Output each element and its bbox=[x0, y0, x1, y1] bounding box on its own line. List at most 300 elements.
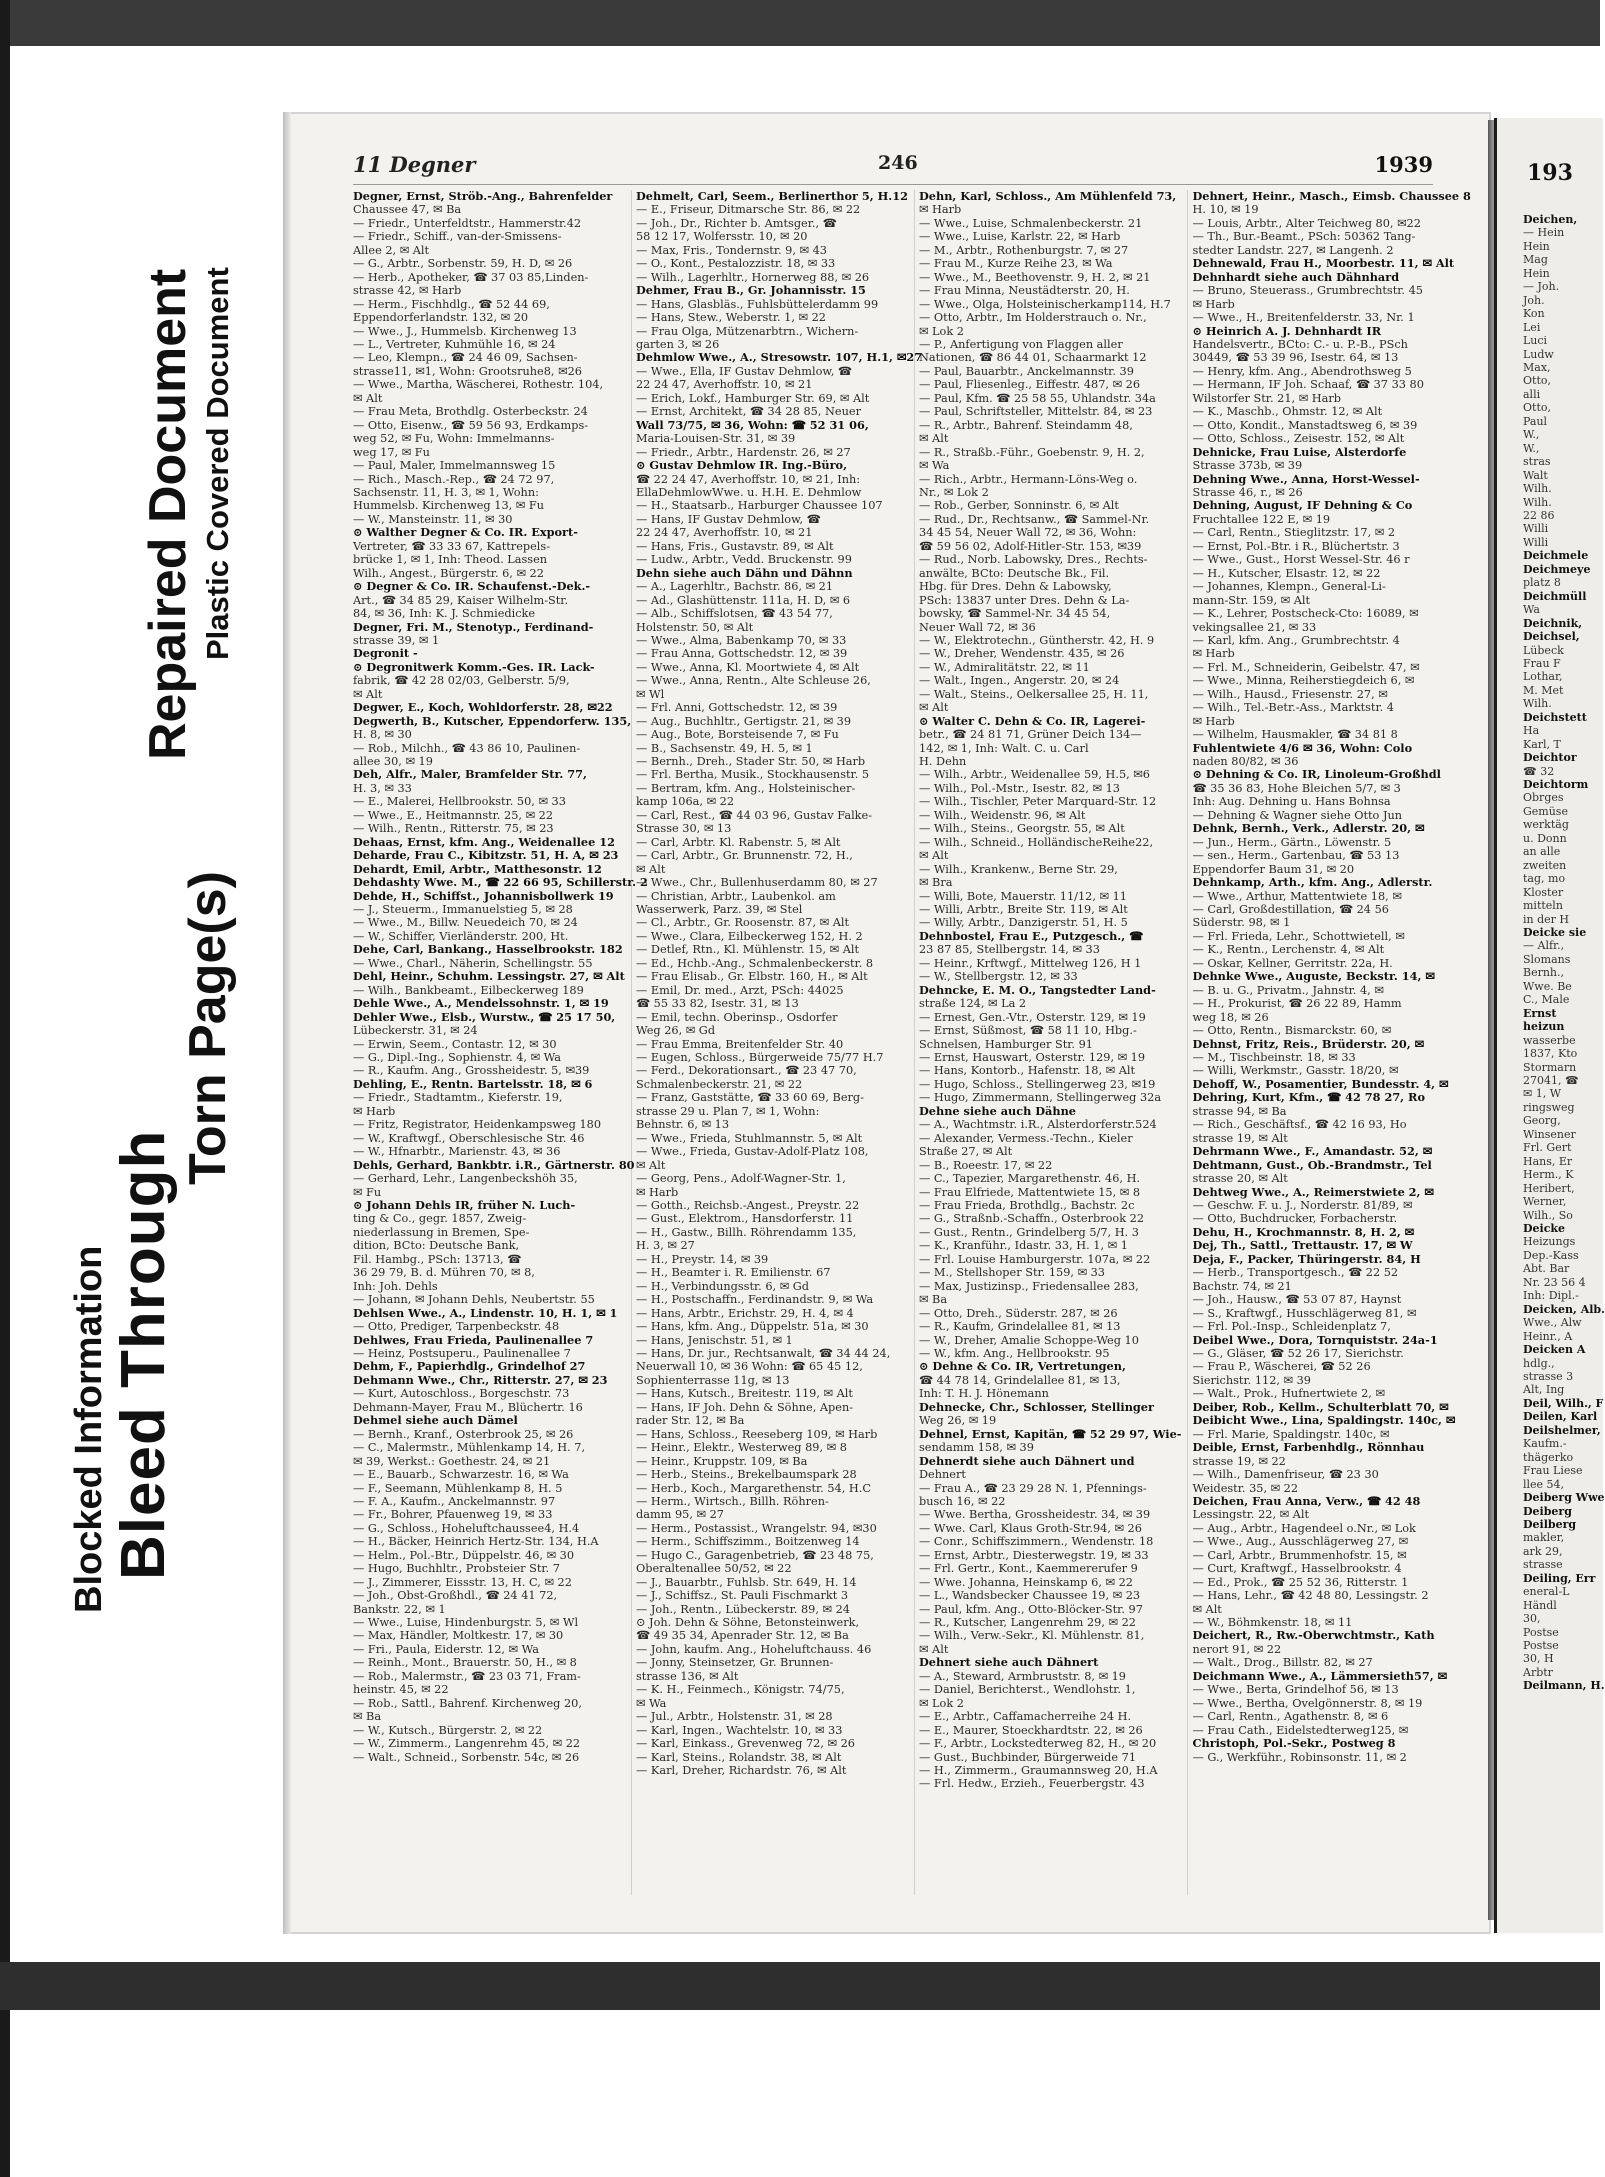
next-page-line: Deichmele bbox=[1523, 549, 1589, 563]
directory-entry-line: Degwer, E., Koch, Wohldorferstr. 28, ✉22 bbox=[353, 700, 613, 715]
directory-entry-line: Eppendorfer Baum 31, ✉ 20 bbox=[1192, 862, 1355, 876]
directory-entry-line: — J., Bauarbtr., Fuhlsb. Str. 649, H. 14 bbox=[636, 1575, 857, 1589]
directory-entry-line: — Frau Elisab., Gr. Elbstr. 160, H., ✉ Alt bbox=[636, 970, 868, 984]
directory-entry-line: Sierichstr. 112, ✉ 39 bbox=[1192, 1373, 1311, 1387]
directory-entry-line: Weg 26, ✉ 19 bbox=[919, 1414, 997, 1428]
directory-entry-line: Dehls, Gerhard, Bankbtr. i.R., Gärtnerstr. 80 bbox=[353, 1157, 635, 1172]
directory-entry-line: sendamm 158, ✉ 39 bbox=[919, 1441, 1034, 1455]
next-page-line: Deilmann, H. bbox=[1523, 1679, 1605, 1693]
directory-entry-line: — Dehning & Wagner siehe Otto Jun bbox=[1192, 808, 1403, 822]
directory-entry-line: — E., Bauarb., Schwarzestr. 16, ✉ Wa bbox=[353, 1468, 569, 1482]
directory-entry-line: — Frau Emma, Breitenfelder Str. 40 bbox=[636, 1037, 844, 1051]
directory-entry-line: Neuer Wall 72, ✉ 36 bbox=[919, 620, 1036, 634]
directory-entry-line: — Wwe., Luise, Schmalenbeckerstr. 21 bbox=[919, 216, 1143, 230]
directory-entry-line: Dehmer, Frau B., Gr. Johannisstr. 15 bbox=[636, 283, 866, 298]
directory-entry-line: Art., ☎ 34 85 29, Kaiser Wilhelm-Str. bbox=[353, 593, 569, 607]
directory-entry-line: — Wwe., Olga, Holsteinischerkamp114, H.7 bbox=[919, 297, 1171, 311]
next-page-line: Dep.-Kass bbox=[1523, 1248, 1579, 1262]
directory-entry-line: Dehnkamp, Arth., kfm. Ang., Adlerstr. bbox=[1192, 875, 1433, 890]
next-page-line: platz 8 bbox=[1523, 576, 1561, 590]
next-page-line: Mag bbox=[1523, 253, 1548, 267]
directory-entry-line: Sachsenstr. 11, H. 3, ✉ 1, Wohn: bbox=[353, 485, 539, 499]
directory-entry-line: — Herm., Fischhdlg., ☎ 52 44 69, bbox=[353, 297, 550, 311]
next-page-line: Georg, bbox=[1523, 1114, 1561, 1128]
directory-entry-line: — Rob., Sattl., Bahrenf. Kirchenweg 20, bbox=[353, 1696, 582, 1710]
directory-entry-line: Dehnerdt siehe auch Dähnert und bbox=[919, 1453, 1135, 1468]
directory-entry-line: Strasse 30, ✉ 13 bbox=[636, 822, 732, 836]
directory-entry-line: Strasse 373b, ✉ 39 bbox=[1192, 459, 1303, 473]
directory-entry-line: Dehling, E., Rentn. Bartelsstr. 18, ✉ 6 bbox=[353, 1076, 593, 1091]
directory-entry-line: — Rich., Masch.-Rep., ☎ 24 72 97, bbox=[353, 472, 555, 486]
directory-entry-line: — Paul, Bauarbtr., Anckelmannstr. 39 bbox=[919, 364, 1134, 378]
directory-entry-line: Dehe, Carl, Bankang., Hasselbrookstr. 182 bbox=[353, 942, 623, 957]
directory-columns bbox=[353, 189, 1471, 1895]
directory-entry-line: — H., Staatsarb., Harburger Chaussee 107 bbox=[636, 499, 883, 513]
directory-entry-line: ✉ Alt bbox=[919, 701, 949, 715]
directory-entry-line: Dej, Th., Sattl., Trettaustr. 17, ✉ W bbox=[1192, 1238, 1413, 1253]
directory-entry-line: ✉ Alt bbox=[919, 849, 949, 863]
directory-entry-line: — Joh., Rentn., Lübeckerstr. 89, ✉ 24 bbox=[636, 1602, 850, 1616]
next-page-line: Händl bbox=[1523, 1598, 1557, 1612]
directory-entry-line: — B. u. G., Privatm., Jahnstr. 4, ✉ bbox=[1192, 983, 1384, 997]
directory-entry-line: — Carl, Großdestillation, ☎ 24 56 bbox=[1192, 903, 1389, 917]
directory-entry-line: — Wwe., E., Heitmannstr. 25, ✉ 22 bbox=[353, 808, 554, 822]
next-page-line: Alt, Ing bbox=[1523, 1383, 1565, 1397]
directory-entry-line: — Bernh., Dreh., Stader Str. 50, ✉ Harb bbox=[636, 755, 866, 769]
directory-entry-line: ✉ Alt bbox=[636, 1158, 666, 1172]
column-4 bbox=[1192, 190, 1470, 1895]
next-page-line: Nr. 23 56 4 bbox=[1523, 1275, 1586, 1289]
next-page-line: Wa bbox=[1523, 603, 1540, 617]
directory-entry-line: — Wwe., Alma, Babenkamp 70, ✉ 33 bbox=[636, 633, 847, 647]
next-page-line: Frl. Gert bbox=[1523, 1141, 1572, 1155]
directory-entry-line: — Johannes, Klempn., General-Li- bbox=[1192, 580, 1386, 594]
next-page-line: Kaufm.- bbox=[1523, 1437, 1567, 1451]
directory-entry-line: ✉ Fu bbox=[353, 1185, 382, 1199]
directory-entry-line: mann-Str. 159, ✉ Alt bbox=[1192, 593, 1311, 607]
directory-entry-line: — Walt., Steins., Oelkersallee 25, H. 11, bbox=[919, 687, 1149, 701]
directory-entry-line: — Hermann, IF Joh. Schaaf, ☎ 37 33 80 bbox=[1192, 378, 1424, 392]
directory-entry-line: — Fritz, Registrator, Heidenkampsweg 180 bbox=[353, 1118, 602, 1132]
directory-entry-line: — E., Malerei, Hellbrookstr. 50, ✉ 33 bbox=[353, 795, 566, 809]
directory-entry-line: 34 45 54, Neuer Wall 72, ✉ 36, Wohn: bbox=[919, 526, 1137, 540]
directory-entry-line: — R., Kaufm. Ang., Grossheidestr. 5, ✉39 bbox=[353, 1064, 590, 1078]
directory-entry-line: — Wwe., Gust., Horst Wessel-Str. 46 r bbox=[1192, 553, 1410, 567]
directory-entry-line: — Cl., Arbtr., Gr. Roosenstr. 87, ✉ Alt bbox=[636, 916, 850, 930]
directory-entry-line: — Frl. Frieda, Lehr., Schottwietell, ✉ bbox=[1192, 929, 1405, 943]
directory-entry-line: Handelsvertr., BCto: C.- u. P.-B., PSch bbox=[1192, 337, 1408, 351]
next-page-line: an alle bbox=[1523, 845, 1561, 859]
next-page-line: W., bbox=[1523, 441, 1540, 455]
directory-entry-line: — Wwe., Aug., Ausschlägerweg 27, ✉ bbox=[1192, 1535, 1409, 1549]
next-page-line: 22 86 bbox=[1523, 508, 1555, 522]
directory-entry-line: — Kurt, Autoschloss., Borgeschstr. 73 bbox=[353, 1387, 570, 1401]
directory-entry-line: — Hans, Stew., Weberstr. 1, ✉ 22 bbox=[636, 311, 826, 325]
directory-entry-line: — Rud., Dr., Rechtsanw., ☎ Sammel-Nr. bbox=[919, 512, 1150, 526]
directory-entry-line: — H., Verbindungsstr. 6, ✉ Gd bbox=[636, 1279, 810, 1293]
directory-entry-line: — Hans, IF Joh. Dehn & Söhne, Apen- bbox=[636, 1400, 854, 1414]
directory-entry-line: — Herm., Wirtsch., Billh. Röhren- bbox=[636, 1494, 829, 1508]
directory-entry-line: — Herm., Schiffszimm., Boitzenweg 14 bbox=[636, 1535, 860, 1549]
directory-entry-line: Dehdashty Wwe. M., ☎ 22 66 95, Schillerstr. 2 bbox=[353, 875, 648, 890]
directory-entry-line: ⊙ Johann Dehls IR, früher N. Luch- bbox=[353, 1197, 576, 1212]
directory-entry-line: — Rich., Arbtr., Hermann-Löns-Weg o. bbox=[919, 472, 1138, 486]
directory-entry-line: — Otto, Buchdrucker, Forbacherstr. bbox=[1192, 1212, 1398, 1226]
next-page-line: — Hein bbox=[1523, 226, 1565, 240]
directory-entry-line: Dehnk, Bernh., Verk., Adlerstr. 20, ✉ bbox=[1192, 821, 1425, 836]
next-page-line: Abt. Bar bbox=[1523, 1262, 1570, 1276]
header-year: 1939 bbox=[1374, 152, 1433, 177]
directory-entry-line: — Hans, kfm. Ang., Düppelstr. 51a, ✉ 30 bbox=[636, 1320, 869, 1334]
directory-entry-line: — H., Beamter i. R. Emilienstr. 67 bbox=[636, 1266, 831, 1280]
next-page-line: ringsweg bbox=[1523, 1100, 1575, 1114]
directory-entry-line: ⊙ Dehne & Co. IR, Vertretungen, bbox=[919, 1359, 1126, 1374]
directory-entry-line: — Curt, Kraftwgf., Hasselbrookstr. 4 bbox=[1192, 1562, 1402, 1576]
directory-entry-line: Vertreter, ☎ 33 33 67, Kattrepels- bbox=[353, 539, 551, 553]
directory-entry-line: — R., Kutscher, Langenrehm 29, ✉ 22 bbox=[919, 1616, 1136, 1630]
directory-entry-line: Nationen, ☎ 86 44 01, Schaarmarkt 12 bbox=[919, 351, 1147, 365]
directory-entry-line: — Wilh., Tischler, Peter Marquard-Str. 12 bbox=[919, 795, 1157, 809]
directory-entry-line: Hbg. für Dres. Dehn & Labowsky, bbox=[919, 580, 1112, 594]
next-page-line: C., Male bbox=[1523, 993, 1570, 1007]
directory-entry-line: — Karl, Steins., Rolandstr. 38, ✉ Alt bbox=[636, 1750, 842, 1764]
directory-entry-line: ✉ Lok 2 bbox=[919, 324, 964, 338]
directory-entry-line: ✉ Lok 2 bbox=[919, 1696, 964, 1710]
directory-entry-line: ☎ 35 36 83, Hohe Bleichen 5/7, ✉ 3 bbox=[1192, 781, 1401, 795]
directory-entry-line: — Jun., Herm., Gärtn., Löwenstr. 5 bbox=[1192, 835, 1392, 849]
directory-entry-line: strasse 39, ✉ 1 bbox=[353, 633, 440, 647]
directory-entry-line: Strasse 46, r., ✉ 26 bbox=[1192, 485, 1303, 499]
directory-entry-line: stedter Landstr. 227, ✉ Langenh. 2 bbox=[1192, 243, 1394, 257]
next-page-line: Heribert, bbox=[1523, 1181, 1575, 1195]
directory-entry-line: — Wwe., Arthur, Mattentwiete 18, ✉ bbox=[1192, 889, 1402, 903]
directory-entry-line: Dehnert siehe auch Dähnert bbox=[919, 1655, 1099, 1670]
directory-entry-line: strasse11, ✉1, Wohn: Grootsruhe8, ✉26 bbox=[353, 364, 582, 378]
directory-entry-line: Dehnbostel, Frau E., Putzgesch., ☎ bbox=[919, 928, 1144, 943]
directory-entry-line: ✉ Harb bbox=[1192, 297, 1235, 311]
directory-entry-line: — Carl, Arbtr., Brummenhofstr. 15, ✉ bbox=[1192, 1548, 1407, 1562]
directory-entry-line: — R., Straßb.-Führ., Goebenstr. 9, H. 2, bbox=[919, 445, 1145, 459]
directory-entry-line: — Heinr., Elektr., Westerweg 89, ✉ 8 bbox=[636, 1441, 847, 1455]
directory-entry-line: — G., Arbtr., Sorbenstr. 59, H. D, ✉ 26 bbox=[353, 257, 573, 271]
directory-entry-line: — Wilh., Bankbeamt., Eilbeckerweg 189 bbox=[353, 983, 584, 997]
directory-entry-line: 84, ✉ 36, Inh: K. J. Schmiedicke bbox=[353, 607, 536, 621]
directory-entry-line: vekingsallee 21, ✉ 33 bbox=[1192, 620, 1317, 634]
directory-entry-line: Degronit - bbox=[353, 646, 418, 661]
directory-entry-line: — Hans, Dr. jur., Rechtsanwalt, ☎ 34 44 24, bbox=[636, 1346, 891, 1360]
directory-entry-line: — Walt., Ingen., Angerstr. 20, ✉ 24 bbox=[919, 674, 1120, 688]
directory-entry-line: — Willi, Arbtr., Breite Str. 119, ✉ Alt bbox=[919, 903, 1128, 917]
next-page-line: Deilen, Karl bbox=[1523, 1410, 1598, 1424]
directory-entry-line: — B., Sachsenstr. 49, H. 5, ✉ 1 bbox=[636, 741, 813, 755]
directory-entry-line: — Frl. Pol.-Insp., Schleidenplatz 7, bbox=[1192, 1320, 1391, 1334]
directory-entry-line: Dehtweg Wwe., A., Reimerstwiete 2, ✉ bbox=[1192, 1184, 1434, 1199]
directory-entry-line: — Ad., Glashüttenstr. 111a, H. D, ✉ 6 bbox=[636, 593, 851, 607]
directory-entry-line: — Max, Händler, Moltkestr. 17, ✉ 30 bbox=[353, 1629, 564, 1643]
directory-entry-line: — Heinz, Postsuperu., Paulinenallee 7 bbox=[353, 1346, 571, 1360]
directory-entry-line: — R., Kaufm, Grindelallee 81, ✉ 13 bbox=[919, 1320, 1121, 1334]
next-page-line: Deicke sie bbox=[1523, 926, 1587, 940]
directory-entry-line: ⊙ Walther Degner & Co. IR. Export- bbox=[353, 525, 578, 540]
directory-entry-line: niederlassung in Bremen, Spe- bbox=[353, 1225, 530, 1239]
directory-entry-line: anwälte, BCto: Deutsche Bk., Fil. bbox=[919, 566, 1110, 580]
directory-entry-line: — Joh., Hausw., ☎ 53 07 87, Haynst bbox=[1192, 1293, 1402, 1307]
next-page-line: Wilh. bbox=[1523, 697, 1552, 711]
directory-entry-line: garten 3, ✉ 26 bbox=[636, 337, 720, 351]
next-page-line: Otto, bbox=[1523, 374, 1551, 388]
directory-entry-line: ⊙ Degner & Co. IR. Schaufenst.-Dek.- bbox=[353, 579, 591, 594]
directory-entry-line: — Emil, techn. Oberinsp., Osdorfer bbox=[636, 1010, 838, 1024]
next-page-line: Kon bbox=[1523, 307, 1545, 321]
next-page-line: 27041, ☎ bbox=[1523, 1074, 1579, 1087]
directory-entry-line: — Paul, Kfm. ☎ 25 58 55, Uhlandstr. 34a bbox=[919, 391, 1156, 405]
directory-entry-line: — Paul, kfm. Ang., Otto-Blöcker-Str. 97 bbox=[919, 1602, 1143, 1616]
directory-entry-line: — J., Schiffsz., St. Pauli Fischmarkt 3 bbox=[636, 1589, 849, 1603]
directory-entry-line: 22 24 47, Averhoffstr. 10, ✉ 21 bbox=[636, 526, 813, 540]
directory-entry-line: — Frl. Marie, Spaldingstr. 140c, ✉ bbox=[1192, 1427, 1390, 1441]
directory-entry-line: rader Str. 12, ✉ Ba bbox=[636, 1414, 745, 1428]
next-page-line: stras bbox=[1523, 455, 1551, 469]
directory-entry-line: Fruchtallee 122 E, ✉ 19 bbox=[1192, 512, 1331, 526]
directory-entry-line: — Ernst, Süßmost, ☎ 58 11 10, Hbg.- bbox=[919, 1024, 1137, 1038]
directory-entry-line: Allee 2, ✉ Alt bbox=[353, 243, 430, 257]
directory-entry-line: — Jonny, Steinsetzer, Gr. Brunnen- bbox=[636, 1656, 834, 1670]
directory-entry-line: 30449, ☎ 53 39 96, Isestr. 64, ✉ 13 bbox=[1192, 351, 1399, 365]
directory-entry-line: — Wwe., Luise, Karlstr. 22, ✉ Harb bbox=[919, 230, 1121, 244]
directory-entry-line: — Wwe., Anna, Rentn., Alte Schleuse 26, bbox=[636, 674, 871, 688]
directory-entry-line: — M., Stellshoper Str. 159, ✉ 33 bbox=[919, 1266, 1105, 1280]
next-page-line: Deiberg Wwe bbox=[1523, 1491, 1605, 1505]
directory-entry-line: — Otto, Schloss., Zeisestr. 152, ✉ Alt bbox=[1192, 432, 1405, 446]
directory-entry-line: — Wilh., Krankenw., Berne Str. 29, bbox=[919, 862, 1118, 876]
directory-entry-line: — Gotth., Reichsb.-Angest., Preystr. 22 bbox=[636, 1198, 860, 1212]
next-page-line: Luci bbox=[1523, 334, 1548, 348]
directory-entry-line: — Gust., Buchbinder, Bürgerweide 71 bbox=[919, 1750, 1137, 1764]
next-page-line: Joh. bbox=[1523, 293, 1545, 307]
header-catchword: 11 Degner bbox=[353, 152, 476, 177]
column-2 bbox=[636, 189, 923, 1895]
directory-entry-line: Dehnewald, Frau H., Moorbestr. 11, ✉ Alt bbox=[1192, 256, 1455, 271]
next-page-line: Deichtor bbox=[1523, 751, 1577, 765]
directory-entry-line: — Heinr., Kruppstr. 109, ✉ Ba bbox=[636, 1454, 808, 1468]
directory-entry-line: Eppendorferlandstr. 132, ✉ 20 bbox=[353, 311, 529, 325]
directory-entry-line: bowsky, ☎ Sammel-Nr. 34 45 54, bbox=[919, 607, 1111, 621]
next-page-line: Deichmüll bbox=[1523, 589, 1587, 603]
directory-entry-line: — Hans, Glasbläs., Fuhlsbüttelerdamm 99 bbox=[636, 297, 879, 311]
directory-entry-line: — K., Rentn., Lerchenstr. 4, ✉ Alt bbox=[1192, 943, 1385, 957]
next-page-lines bbox=[1523, 213, 1603, 1693]
directory-entry-line: — Frau P., Wäscherei, ☎ 52 26 bbox=[1192, 1360, 1371, 1374]
directory-entry-line: Holstenstr. 50, ✉ Alt bbox=[636, 620, 754, 634]
archive-stamps bbox=[60, 160, 250, 1640]
directory-entry-line: — Carl, Arbtr., Gr. Brunnenstr. 72, H., bbox=[636, 849, 853, 863]
directory-entry-line: — Friedr., Schiff., van-der-Smissens- bbox=[353, 230, 562, 244]
directory-entry-line: ✉ Alt bbox=[919, 432, 949, 446]
directory-entry-line: — Otto, Prediger, Tarpenbeckstr. 48 bbox=[353, 1320, 560, 1334]
directory-entry-line: — Fr., Bohrer, Pfauenweg 19, ✉ 33 bbox=[353, 1508, 553, 1522]
directory-entry-line: busch 16, ✉ 22 bbox=[919, 1494, 1006, 1508]
directory-entry-line: Deharde, Frau C., Kibitzstr. 51, H. A, ✉ 23 bbox=[353, 848, 619, 863]
directory-entry-line: — H., Preystr. 14, ✉ 39 bbox=[636, 1252, 769, 1266]
directory-entry-line: — Alb., Schiffslotsen, ☎ 43 54 77, bbox=[636, 607, 833, 621]
directory-entry-line: ✉ Alt bbox=[353, 687, 383, 701]
directory-entry-line: — Georg, Pens., Adolf-Wagner-Str. 1, bbox=[636, 1172, 846, 1186]
directory-entry-line: — Heinr., Krftwgf., Mittelweg 126, H 1 bbox=[919, 956, 1142, 970]
directory-entry-line: Deichen, Frau Anna, Verw., ☎ 42 48 bbox=[1192, 1493, 1421, 1508]
directory-entry-line: — Frl. M., Schneiderin, Geibelstr. 47, ✉ bbox=[1192, 660, 1420, 674]
next-page-line: tag, mo bbox=[1523, 872, 1566, 886]
next-page-line: Winsener bbox=[1523, 1127, 1576, 1141]
directory-entry-line: — Ferd., Dekorationsart., ☎ 23 47 70, bbox=[636, 1064, 857, 1078]
directory-entry-line: — Wwe., Chr., Bullenhuserdamm 80, ✉ 27 bbox=[636, 876, 878, 890]
next-page-line: Herm., K bbox=[1523, 1168, 1574, 1182]
directory-entry-line: Dehlsen Wwe., A., Lindenstr. 10, H. 1, ✉ 1 bbox=[353, 1305, 618, 1320]
scanner-bottom-band bbox=[0, 1962, 1600, 2010]
directory-entry-line: straße 124, ✉ La 2 bbox=[919, 997, 1027, 1011]
next-page-line: wasserbe bbox=[1523, 1033, 1576, 1047]
directory-entry-line: — W., kfm. Ang., Hellbrookstr. 95 bbox=[919, 1346, 1110, 1360]
directory-entry-line: — Walt., Prok., Hufnertwiete 2, ✉ bbox=[1192, 1387, 1385, 1401]
directory-entry-line: — W., Böhmkenstr. 18, ✉ 11 bbox=[1192, 1616, 1353, 1630]
directory-entry-line: kamp 106a, ✉ 22 bbox=[636, 795, 735, 809]
repaired-document-stamp: Repaired Document bbox=[139, 268, 197, 760]
directory-entry-line: ✉ Alt bbox=[636, 862, 666, 876]
next-page-line: Ludw bbox=[1523, 347, 1554, 361]
directory-entry-line: H. 8, ✉ 30 bbox=[353, 728, 412, 742]
directory-entry-line: — Wilh., Schneid., HolländischeReihe22, bbox=[919, 835, 1154, 849]
torn-pages-stamp: Torn Page(s) bbox=[179, 871, 237, 1185]
directory-entry-line: — Ernst, Pol.-Btr. i R., Blüchertstr. 3 bbox=[1192, 539, 1400, 553]
directory-entry-line: Christoph, Pol.-Sekr., Postweg 8 bbox=[1192, 1736, 1396, 1751]
directory-entry-line: — F. A., Kaufm., Anckelmannstr. 97 bbox=[353, 1494, 556, 1508]
directory-entry-line: — G., Straßnb.-Schaffn., Osterbrook 22 bbox=[919, 1212, 1145, 1226]
page-number: 246 bbox=[878, 152, 918, 174]
directory-entry-line: — W., Admiralitätstr. 22, ✉ 11 bbox=[919, 660, 1090, 674]
directory-entry-line: Dehnke Wwe., Auguste, Beckstr. 14, ✉ bbox=[1192, 969, 1435, 984]
directory-entry-line: — Gerhard, Lehr., Langenbeckshöh 35, bbox=[353, 1172, 578, 1186]
directory-entry-line: — Wilh., Tel.-Betr.-Ass., Marktstr. 4 bbox=[1192, 701, 1394, 715]
directory-entry-line: — Frl. Gertr., Kont., Kaemmererufer 9 bbox=[919, 1562, 1138, 1576]
directory-entry-line: Maria-Louisen-Str. 31, ✉ 39 bbox=[636, 432, 796, 446]
directory-entry-line: — W., Mansteinstr. 11, ✉ 30 bbox=[353, 512, 513, 526]
directory-entry-line: Dehn siehe auch Dähn und Dähnn bbox=[636, 565, 853, 580]
directory-entry-line: — W., Dreher, Wendenstr. 435, ✉ 26 bbox=[919, 647, 1125, 661]
directory-entry-line: — Aug., Arbtr., Hagendeel o.Nr., ✉ Lok bbox=[1192, 1521, 1416, 1535]
directory-entry-line: — S., Kraftwgf., Husschlägerweg 81, ✉ bbox=[1192, 1306, 1417, 1320]
directory-entry-line: — P., Anfertigung von Flaggen aller bbox=[919, 337, 1123, 351]
directory-entry-line: — Gust., Elektrom., Hansdorferstr. 11 bbox=[636, 1212, 854, 1226]
next-page-line: Max, bbox=[1523, 360, 1551, 374]
column-3 bbox=[919, 190, 1188, 1895]
directory-entry-line: — Ed., Prok., ☎ 25 52 36, Ritterstr. 1 bbox=[1192, 1575, 1409, 1589]
directory-entry-line: — Herb., Apotheker, ☎ 37 03 85,Linden- bbox=[353, 270, 589, 284]
directory-entry-line: ⊙ Gustav Dehmlow IR. Ing.-Büro, bbox=[636, 458, 848, 473]
directory-entry-line: Dehm, F., Papierhdlg., Grindelhof 27 bbox=[353, 1359, 586, 1374]
directory-entry-line: Chaussee 47, ✉ Ba bbox=[353, 203, 462, 217]
next-page-line: Heinr., A bbox=[1523, 1329, 1573, 1343]
next-page-line: thägerko bbox=[1523, 1450, 1574, 1464]
directory-entry-line: — Wilh., Verw.-Sekr., Kl. Mühlenstr. 81, bbox=[919, 1629, 1145, 1643]
directory-entry-line: — Wilh., Damenfriseur, ☎ 23 30 bbox=[1192, 1468, 1379, 1482]
directory-entry-line: — Rob., Milchh., ☎ 43 86 10, Paulinen- bbox=[353, 741, 581, 755]
directory-entry-line: — Th., Bur.-Beamt., PSch: 50362 Tang- bbox=[1192, 230, 1416, 244]
next-page-line: Deicken, Alb. bbox=[1523, 1302, 1605, 1316]
next-page-line: Willi bbox=[1523, 535, 1549, 549]
directory-entry-line: — Leo, Klempn., ☎ 24 46 09, Sachsen- bbox=[353, 351, 578, 365]
directory-entry-line: — E., Friseur, Ditmarsche Str. 86, ✉ 22 bbox=[636, 203, 861, 217]
directory-entry-line: Dehler Wwe., Elsb., Wurstw., ☎ 25 17 50, bbox=[353, 1009, 616, 1024]
directory-entry-line: Dehnert bbox=[919, 1468, 966, 1482]
directory-entry-line: Schnelsen, Hamburger Str. 91 bbox=[919, 1037, 1093, 1051]
directory-entry-line: — Otto, Kondit., Manstadtsweg 6, ✉ 39 bbox=[1192, 418, 1418, 432]
directory-entry-line: Dehncke, E. M. O., Tangstedter Land- bbox=[919, 982, 1156, 997]
directory-entry-line: — W., Elektrotechn., Güntherstr. 42, H. 9 bbox=[919, 633, 1155, 647]
directory-entry-line: — Johann, ✉ Johann Dehls, Neubertstr. 55 bbox=[353, 1293, 595, 1307]
directory-entry-line: ☎ 22 24 47, Averhoffstr. 10, ✉ 21, Inh: bbox=[636, 472, 861, 486]
directory-entry-line: — H., Bäcker, Heinrich Hertz-Str. 134, H.A bbox=[353, 1535, 599, 1549]
next-page-line: Frau Liese bbox=[1523, 1464, 1583, 1478]
directory-entry-line: ✉ Ba bbox=[919, 1293, 948, 1307]
next-page-line: alli bbox=[1523, 387, 1541, 401]
directory-entry-line: — Herb., Steins., Brekelbaumspark 28 bbox=[636, 1468, 857, 1482]
next-page-line: llee 54, bbox=[1523, 1477, 1565, 1491]
directory-entry-line: — Karl, Ingen., Wachtelstr. 10, ✉ 33 bbox=[636, 1723, 843, 1737]
directory-entry-line: — M., Tischbeinstr. 18, ✉ 33 bbox=[1192, 1051, 1356, 1064]
next-page-line: Deil, Wilh., F bbox=[1523, 1396, 1604, 1410]
next-page-line: — Joh. bbox=[1523, 280, 1560, 294]
next-page-line: Ha bbox=[1523, 724, 1540, 738]
directory-entry-line: Dehning, August, IF Dehning & Co bbox=[1192, 498, 1413, 513]
directory-entry-line: ☎ 55 33 82, Isestr. 31, ✉ 13 bbox=[636, 997, 799, 1011]
next-page-line: ✉ 1, W bbox=[1523, 1087, 1562, 1101]
directory-entry-line: Deja, F., Packer, Thüringerstr. 84, H bbox=[1192, 1251, 1421, 1266]
directory-entry-line: — sen., Herm., Gartenbau, ☎ 53 13 bbox=[1192, 849, 1400, 863]
directory-entry-line: Wasserwerk, Parz. 39, ✉ Stel bbox=[636, 903, 803, 917]
directory-entry-line: — Wwe., M., Billw. Neuedeich 70, ✉ 24 bbox=[353, 916, 578, 930]
directory-entry-line: Dehnel, Ernst, Kapitän, ☎ 52 29 97, Wie- bbox=[919, 1426, 1182, 1441]
directory-entry-line: naden 80/82, ✉ 36 bbox=[1192, 755, 1299, 769]
directory-entry-line: — Frau Olga, Mützenarbtrn., Wichern- bbox=[636, 324, 859, 338]
directory-entry-line: — Erwin, Seem., Contastr. 12, ✉ 30 bbox=[353, 1037, 557, 1051]
directory-entry-line: dition, BCto: Deutsche Bank, bbox=[353, 1239, 520, 1253]
directory-entry-line: — Hans, Lehr., ☎ 42 48 80, Lessingstr. 2 bbox=[1192, 1589, 1429, 1603]
directory-entry-line: ✉ Harb bbox=[636, 1185, 679, 1199]
directory-entry-line: — Friedr., Stadtamtm., Kieferstr. 19, bbox=[353, 1091, 563, 1105]
directory-entry-line: ting & Co., gegr. 1857, Zweig- bbox=[353, 1212, 527, 1226]
directory-entry-line: Degwerth, B., Kutscher, Eppendorferw. 135, bbox=[353, 713, 632, 728]
directory-entry-line: — W., Hfnarbtr., Marienstr. 43, ✉ 36 bbox=[353, 1145, 561, 1159]
directory-entry-line: 58 12 17, Wolfersstr. 10, ✉ 20 bbox=[636, 230, 808, 244]
directory-entry-line: Süderstr. 98, ✉ 1 bbox=[1192, 916, 1291, 930]
directory-entry-line: — Wwe. Carl, Klaus Groth-Str.94, ✉ 26 bbox=[919, 1521, 1142, 1535]
directory-page bbox=[283, 112, 1491, 1934]
next-page-line: Wwe., Alw bbox=[1523, 1316, 1582, 1330]
directory-entry-line: — E., Arbtr., Caffamacherreihe 24 H. bbox=[919, 1710, 1132, 1724]
directory-entry-line: Dehning Wwe., Anna, Horst-Wessel- bbox=[1192, 471, 1420, 486]
scanner-left-edge bbox=[0, 0, 10, 2177]
directory-entry-line: — Wwe., H., Breitenfelderstr. 33, Nr. 1 bbox=[1192, 311, 1415, 325]
directory-entry-line: — R., Arbtr., Bahrenf. Steindamm 48, bbox=[919, 418, 1133, 432]
next-page-line: Inh: Dipl.- bbox=[1523, 1289, 1579, 1303]
directory-entry-line: ⊙ Walter C. Dehn & Co. IR, Lagerei- bbox=[919, 713, 1146, 728]
next-page-line: Deiberg bbox=[1523, 1504, 1572, 1518]
directory-entry-line: — H., Kutscher, Elsastr. 12, ✉ 22 bbox=[1192, 566, 1381, 580]
directory-entry-line: — F., Seemann, Mühlenkamp 8, H. 5 bbox=[353, 1481, 563, 1495]
next-page-line: Deicken A bbox=[1523, 1343, 1586, 1357]
directory-entry-line: — Wilh., Weidenstr. 96, ✉ Alt bbox=[919, 808, 1086, 822]
directory-entry-line: Bachstr. 74, ✉ 21 bbox=[1192, 1279, 1292, 1293]
directory-entry-line: — H., Zimmerm., Graumannsweg 20, H.A bbox=[919, 1764, 1158, 1778]
